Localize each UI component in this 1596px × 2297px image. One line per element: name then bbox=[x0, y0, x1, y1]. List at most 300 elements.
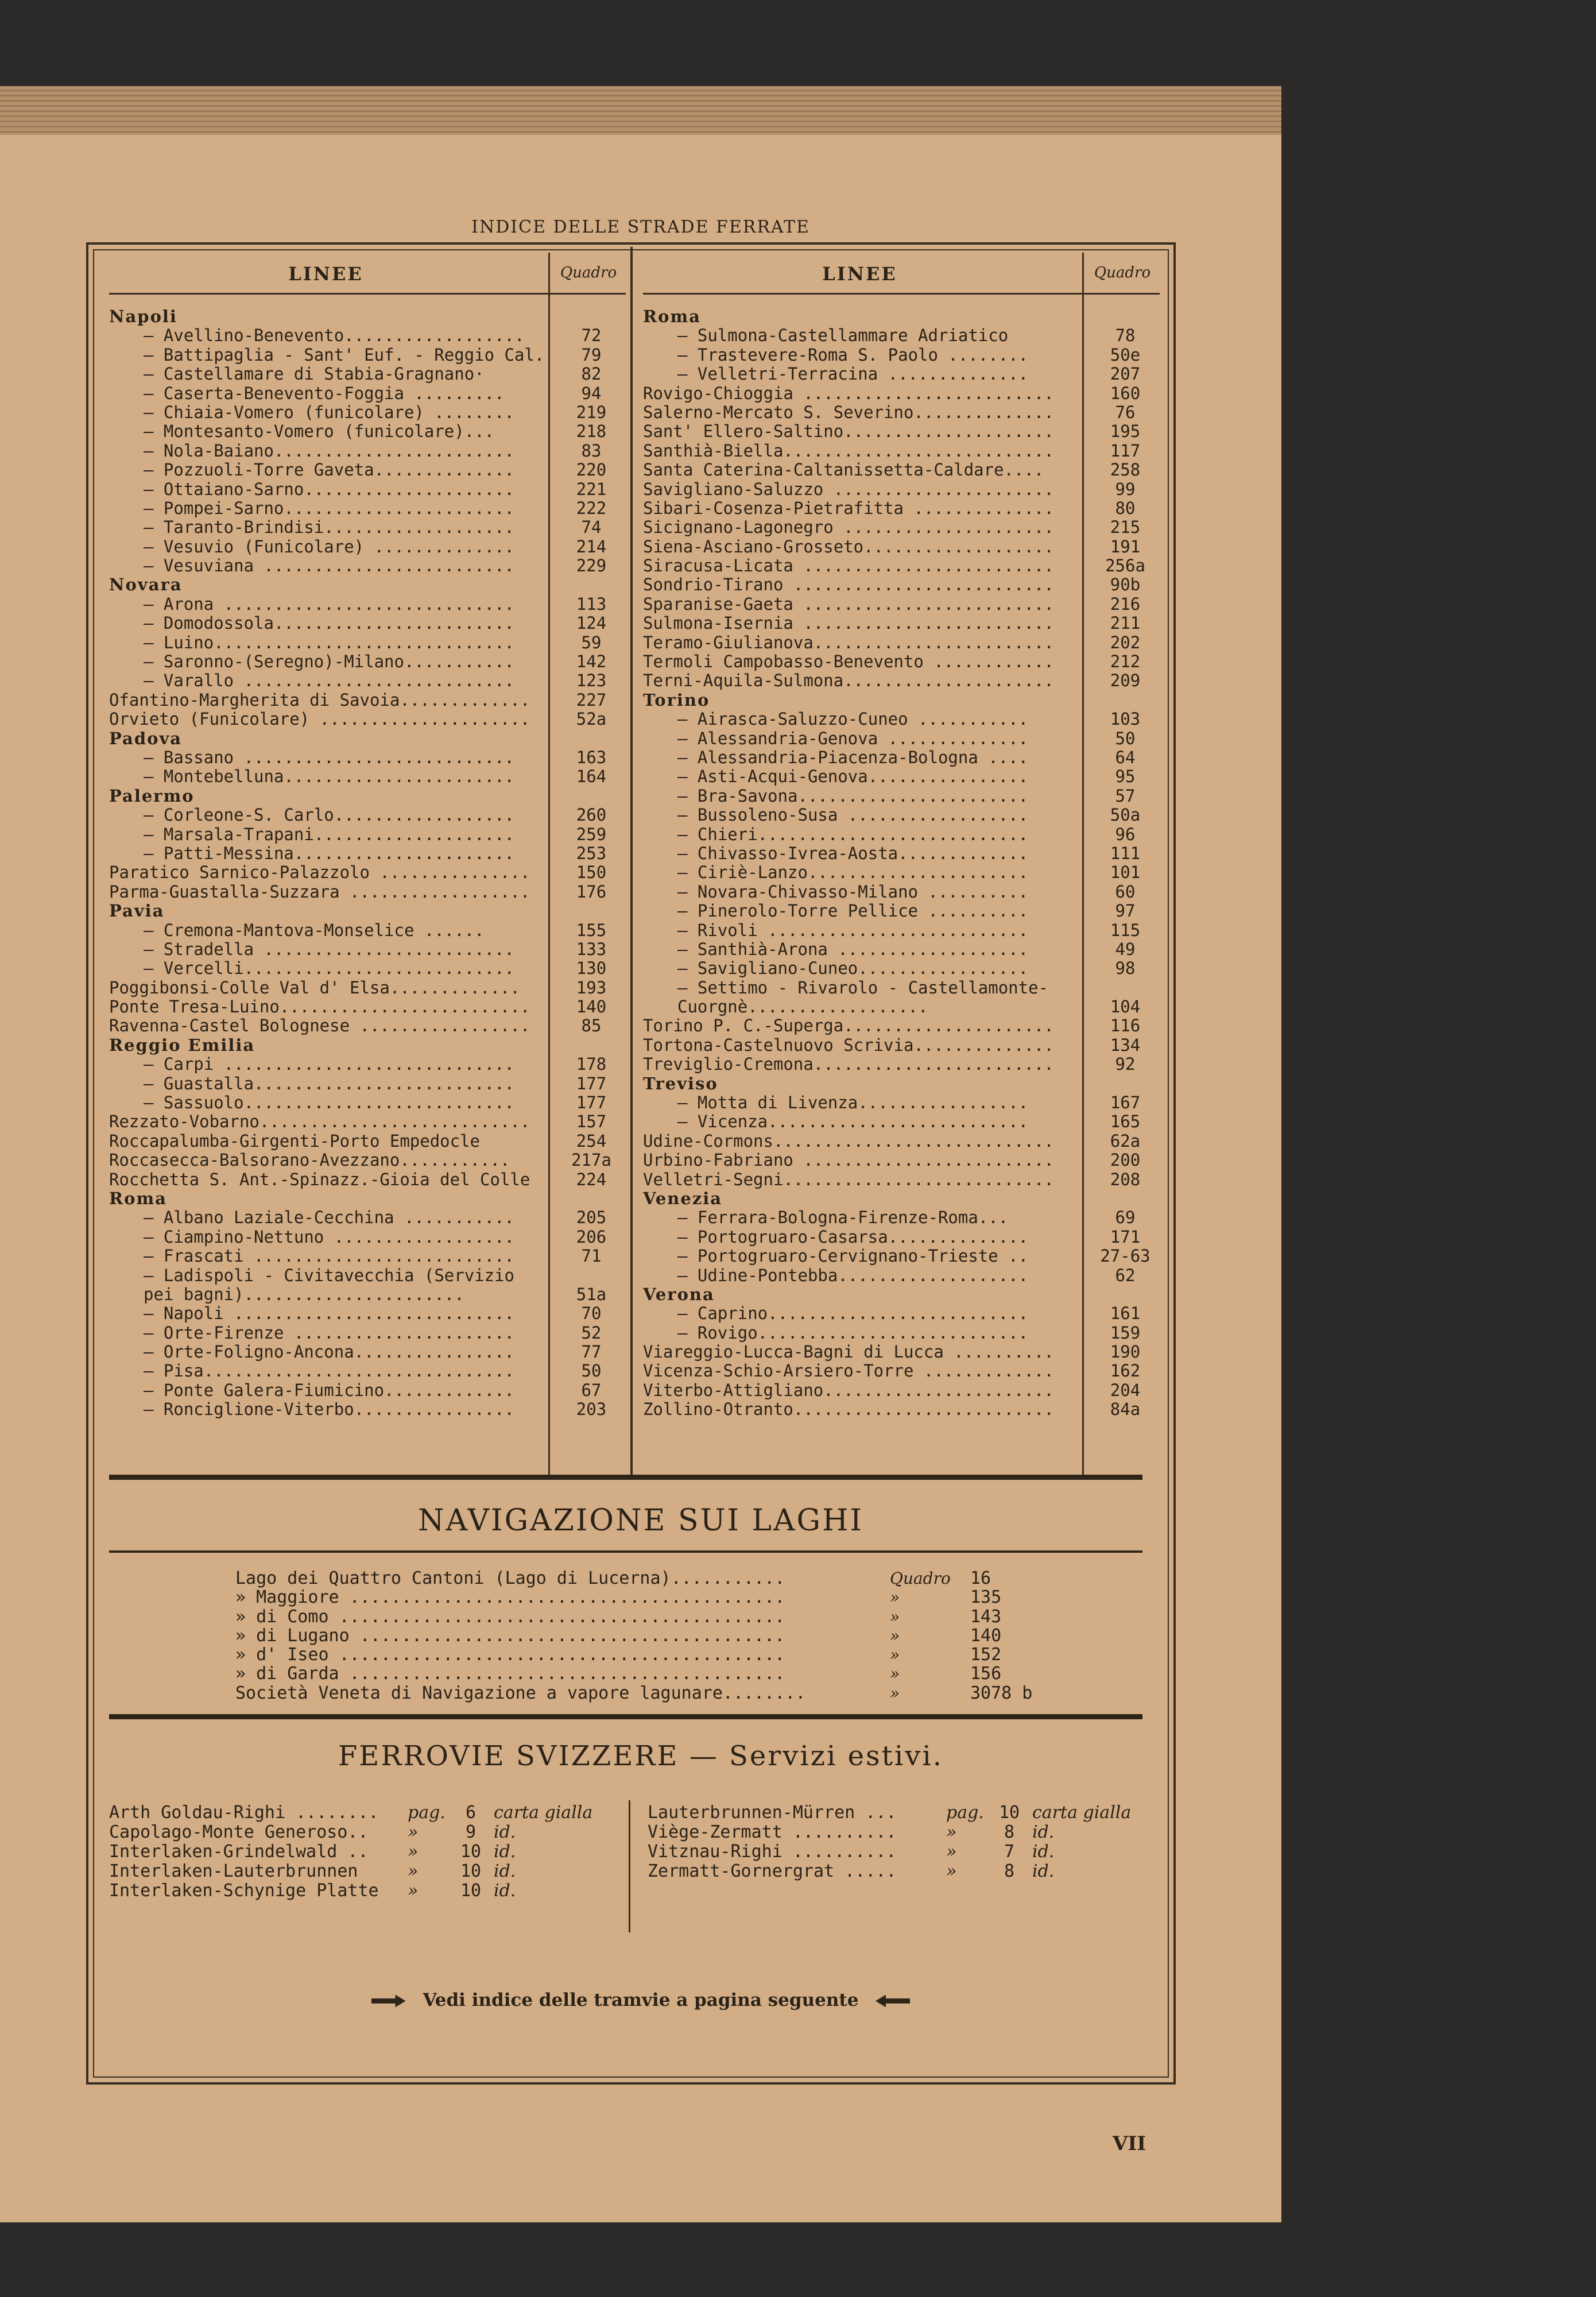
quadro-number: 92 bbox=[1115, 1054, 1136, 1074]
city-heading bbox=[109, 307, 626, 326]
railway-name: Viège-Zermatt .......... bbox=[648, 1823, 897, 1842]
line-name: — Ferrara-Bologna-Firenze-Roma... bbox=[677, 1208, 1009, 1228]
quadro-number: 133 bbox=[576, 939, 607, 959]
index-row bbox=[643, 442, 1160, 461]
lake-row bbox=[235, 1664, 1068, 1683]
line-name: — Airasca-Saluzzo-Cuneo ........... bbox=[677, 710, 1029, 729]
quadro-number: 259 bbox=[576, 824, 607, 844]
lake-name: Lago dei Quattro Cantoni (Lago di Lucerna)........... bbox=[235, 1569, 785, 1588]
quadro-number: 140 bbox=[576, 997, 607, 1017]
line-name: — Stradella ......................... bbox=[144, 939, 515, 959]
index-row bbox=[109, 365, 626, 384]
index-row bbox=[109, 1093, 626, 1112]
line-name: — Rovigo........................... bbox=[677, 1323, 1029, 1343]
lake-name: » di Lugano ......................................... bbox=[235, 1626, 785, 1646]
line-name: — Varallo ........................... bbox=[144, 671, 515, 691]
line-name: — Ronciglione-Viterbo................ bbox=[144, 1400, 515, 1420]
line-name: — Luino.............................. bbox=[144, 633, 515, 652]
swiss-row bbox=[109, 1862, 626, 1881]
index-row bbox=[109, 326, 626, 345]
line-name: — Frascati .......................... bbox=[144, 1247, 515, 1266]
map-ref: id. bbox=[494, 1861, 516, 1881]
line-name: — Vicenza.......................... bbox=[677, 1112, 1029, 1132]
quadro-number: 256a bbox=[1105, 556, 1145, 576]
line-name: Poggibonsi-Colle Val d' Elsa............. bbox=[109, 978, 520, 997]
line-name: Sicignano-Lagonegro ..................... bbox=[643, 518, 1054, 537]
line-name: — Chivasso-Ivrea-Aosta............. bbox=[677, 844, 1029, 863]
line-name: pei bagni)...................... bbox=[144, 1285, 464, 1304]
quadro-marker: Quadro bbox=[890, 1569, 951, 1588]
index-row bbox=[109, 1228, 626, 1247]
page-marker: » bbox=[408, 1861, 419, 1881]
index-row bbox=[109, 844, 626, 863]
swiss-list-right bbox=[648, 1803, 1153, 1881]
index-row bbox=[109, 480, 626, 499]
line-name: — Pompei-Sarno....................... bbox=[144, 498, 515, 518]
line-name: Padova bbox=[109, 729, 183, 748]
index-column-left bbox=[109, 253, 626, 1470]
index-row bbox=[643, 595, 1160, 614]
index-row bbox=[109, 825, 626, 844]
line-name: Rezzato-Vobarno........................... bbox=[109, 1112, 530, 1132]
swiss-row bbox=[109, 1842, 626, 1862]
index-row bbox=[643, 1381, 1160, 1400]
quadro-number: 76 bbox=[1115, 402, 1136, 422]
line-name: — Vesuviana ......................... bbox=[144, 556, 515, 576]
page-marker: » bbox=[946, 1861, 957, 1881]
quadro-number: 164 bbox=[576, 767, 607, 787]
quadro-number: 77 bbox=[581, 1342, 602, 1362]
line-name: — Arona ............................. bbox=[144, 594, 515, 614]
index-row bbox=[643, 1304, 1160, 1323]
city-heading bbox=[643, 1285, 1160, 1304]
city-heading bbox=[643, 1074, 1160, 1093]
line-name: Venezia bbox=[643, 1189, 723, 1208]
quadro-number: 113 bbox=[576, 594, 607, 614]
index-row bbox=[109, 921, 626, 940]
railway-name: Zermatt-Gornergrat ..... bbox=[648, 1862, 897, 1881]
quadro-number: 60 bbox=[1115, 881, 1136, 902]
line-name: — Pozzuoli-Torre Gaveta.............. bbox=[144, 461, 515, 480]
index-row bbox=[109, 1343, 626, 1362]
index-row bbox=[643, 806, 1160, 825]
quadro-number: 99 bbox=[1115, 479, 1136, 499]
quadro-number: 117 bbox=[1110, 440, 1141, 461]
swiss-list-left bbox=[109, 1803, 626, 1901]
index-row bbox=[643, 825, 1160, 844]
quadro-number: 171 bbox=[1110, 1227, 1141, 1247]
index-row bbox=[109, 614, 626, 633]
index-row bbox=[643, 1208, 1160, 1227]
line-name: Udine-Cormons............................ bbox=[643, 1131, 1054, 1151]
quadro-number: 64 bbox=[1115, 747, 1136, 767]
quadro-number: 167 bbox=[1110, 1093, 1141, 1113]
page-marker: pag. bbox=[946, 1803, 984, 1823]
quadro-number: 62a bbox=[1110, 1131, 1141, 1151]
map-ref: id. bbox=[494, 1842, 516, 1862]
line-name: — Nola-Baiano........................ bbox=[144, 441, 515, 461]
quadro-number: 70 bbox=[581, 1304, 602, 1324]
quadro-marker: » bbox=[890, 1664, 900, 1684]
quadro-number: 62 bbox=[1115, 1265, 1136, 1285]
index-row bbox=[643, 1324, 1160, 1343]
line-name: — Pisa............................... bbox=[144, 1362, 515, 1381]
index-row bbox=[643, 997, 1160, 1016]
index-row bbox=[109, 652, 626, 671]
map-ref: carta gialla bbox=[1032, 1803, 1132, 1823]
line-name: Palermo bbox=[109, 786, 195, 806]
quadro-number: 204 bbox=[1110, 1380, 1141, 1400]
index-row bbox=[643, 1247, 1160, 1266]
railway-name: Interlaken-Lauterbrunnen bbox=[109, 1862, 358, 1881]
quadro-number: 78 bbox=[1115, 326, 1136, 346]
index-row bbox=[109, 1112, 626, 1131]
line-name: — Ciampino-Nettuno .................. bbox=[144, 1227, 515, 1247]
quadro-number: 200 bbox=[1110, 1150, 1141, 1170]
map-ref: id. bbox=[1032, 1842, 1055, 1862]
quadro-number: 162 bbox=[1110, 1361, 1141, 1381]
quadro-number: 161 bbox=[1110, 1304, 1141, 1324]
city-heading bbox=[109, 575, 626, 594]
line-name: Ponte Tresa-Luino......................... bbox=[109, 997, 530, 1017]
quadro-number: 159 bbox=[1110, 1322, 1141, 1343]
quadro-number: 116 bbox=[1110, 1016, 1141, 1036]
line-name: Paratico Sarnico-Palazzolo ............... bbox=[109, 863, 530, 883]
index-row bbox=[643, 1132, 1160, 1151]
city-heading bbox=[109, 1036, 626, 1055]
line-name: — Marsala-Trapani.................... bbox=[144, 825, 515, 844]
line-name: — Ponte Galera-Fiumicino............. bbox=[144, 1380, 515, 1400]
index-row bbox=[109, 1208, 626, 1227]
index-row bbox=[109, 1170, 626, 1189]
line-name: — Bra-Savona....................... bbox=[677, 786, 1029, 806]
line-name: Treviglio-Cremona........................ bbox=[643, 1055, 1054, 1074]
lake-row bbox=[235, 1588, 1068, 1607]
line-name: Torino P. C.-Superga..................... bbox=[643, 1016, 1054, 1036]
quadro-number: 111 bbox=[1110, 843, 1141, 863]
quadro-number: 202 bbox=[1110, 632, 1141, 652]
quadro-number: 90b bbox=[1110, 575, 1141, 595]
lake-name: » di Como ........................................... bbox=[235, 1607, 785, 1626]
map-ref: carta gialla bbox=[494, 1803, 593, 1823]
city-heading bbox=[109, 729, 626, 748]
map-ref: id. bbox=[1032, 1861, 1055, 1881]
index-row bbox=[109, 710, 626, 729]
quadro-number: 205 bbox=[576, 1208, 607, 1228]
quadro-number: 51a bbox=[576, 1284, 607, 1304]
line-name: Roccapalumba-Girgenti-Porto Empedocle bbox=[109, 1131, 481, 1151]
quadro-number: 124 bbox=[576, 613, 607, 633]
line-name: — Novara-Chivasso-Milano .......... bbox=[677, 882, 1029, 902]
page-number-ref: 10 bbox=[460, 1842, 482, 1862]
page-number-ref: 8 bbox=[1004, 1861, 1015, 1881]
quadro-number: 203 bbox=[576, 1399, 607, 1420]
index-row bbox=[109, 691, 626, 710]
page-number: VII bbox=[1113, 2132, 1146, 2155]
line-name: Viterbo-Attigliano....................... bbox=[643, 1380, 1054, 1400]
line-name: — Vesuvio (Funicolare) .............. bbox=[144, 537, 515, 556]
index-row bbox=[643, 1036, 1160, 1055]
line-name: — Napoli ............................ bbox=[144, 1304, 515, 1324]
page-title: INDICE DELLE STRADE FERRATE bbox=[471, 217, 810, 237]
index-row bbox=[643, 575, 1160, 594]
index-row bbox=[643, 1362, 1160, 1380]
lake-name: » Maggiore .......................................... bbox=[235, 1588, 785, 1607]
page-marker: » bbox=[408, 1822, 419, 1842]
quadro-number: 193 bbox=[576, 977, 607, 997]
city-heading bbox=[109, 902, 626, 921]
quadro-number: 155 bbox=[576, 920, 607, 940]
quadro-number: 253 bbox=[576, 843, 607, 863]
line-name: Sondrio-Tirano .......................... bbox=[643, 575, 1054, 595]
railway-name: Capolago-Monte Generoso.. bbox=[109, 1823, 369, 1842]
index-row bbox=[109, 518, 626, 537]
index-row bbox=[109, 537, 626, 556]
line-name: — Settimo - Rivarolo - Castellamonte- bbox=[677, 978, 1049, 997]
index-row bbox=[643, 1055, 1160, 1074]
quadro-number: 156 bbox=[970, 1664, 1002, 1684]
index-row bbox=[643, 959, 1160, 978]
page-marker: » bbox=[946, 1822, 957, 1842]
page-number-ref: 8 bbox=[1004, 1822, 1015, 1842]
quadro-number: 195 bbox=[1110, 421, 1141, 442]
quadro-number: 217a bbox=[571, 1150, 611, 1170]
railway-name: Vitznau-Righi .......... bbox=[648, 1842, 897, 1862]
index-row bbox=[643, 921, 1160, 940]
line-name: — Chieri........................... bbox=[677, 825, 1029, 844]
line-name: — Battipaglia - Sant' Euf. - Reggio Cal. bbox=[144, 345, 545, 365]
line-name: — Cremona-Mantova-Monselice ...... bbox=[144, 921, 485, 940]
quadro-number: 211 bbox=[1110, 613, 1141, 633]
line-name: Treviso bbox=[643, 1074, 718, 1093]
quadro-number: 215 bbox=[1110, 517, 1141, 537]
line-name: — Udine-Pontebba................... bbox=[677, 1266, 1029, 1285]
quadro-number: 177 bbox=[576, 1073, 607, 1093]
swiss-row bbox=[109, 1823, 626, 1842]
index-row bbox=[109, 422, 626, 441]
quadro-number: 207 bbox=[1110, 364, 1141, 384]
line-name: — Sassuolo........................... bbox=[144, 1093, 515, 1113]
line-name: — Santhià-Arona ................... bbox=[677, 939, 1029, 959]
column-divider bbox=[630, 247, 633, 1476]
line-name: — Domodossola........................ bbox=[144, 614, 515, 633]
line-name: — Caprino.......................... bbox=[677, 1304, 1029, 1324]
line-name: Ofantino-Margherita di Savoia............. bbox=[109, 690, 530, 710]
line-name: Ravenna-Castel Bolognese ................. bbox=[109, 1016, 530, 1036]
index-row bbox=[643, 556, 1160, 575]
quadro-number: 50e bbox=[1110, 345, 1141, 365]
quadro-number: 140 bbox=[970, 1625, 1002, 1646]
line-name: Sibari-Cosenza-Pietrafitta .............. bbox=[643, 498, 1054, 518]
index-row bbox=[109, 1151, 626, 1170]
quadro-number: 50 bbox=[581, 1361, 602, 1381]
index-row bbox=[109, 556, 626, 575]
index-row bbox=[643, 1170, 1160, 1189]
quadro-number: 224 bbox=[576, 1169, 607, 1189]
line-name: — Savigliano-Cuneo................. bbox=[677, 959, 1029, 979]
line-name: — Avellino-Benevento.................. bbox=[144, 326, 525, 346]
page-number-ref: 9 bbox=[465, 1822, 477, 1842]
quadro-number: 222 bbox=[576, 498, 607, 518]
index-row bbox=[109, 979, 626, 997]
lake-row bbox=[235, 1645, 1068, 1664]
line-name: Teramo-Giulianova........................ bbox=[643, 633, 1054, 652]
line-name: Pavia bbox=[109, 902, 165, 921]
quadro-number: 143 bbox=[970, 1606, 1002, 1627]
index-row bbox=[643, 787, 1160, 806]
quadro-number: 52 bbox=[581, 1322, 602, 1343]
line-name: — Trastevere-Roma S. Paolo ........ bbox=[677, 345, 1029, 365]
index-row bbox=[643, 326, 1160, 345]
index-row bbox=[109, 1074, 626, 1093]
page-marker: » bbox=[408, 1881, 419, 1901]
quadro-number: 57 bbox=[1115, 786, 1136, 806]
line-name: — Chiaia-Vomero (funicolare) ........ bbox=[144, 403, 515, 422]
quadro-number: 59 bbox=[581, 632, 602, 652]
index-row bbox=[109, 806, 626, 825]
line-name: — Sulmona-Castellammare Adriatico bbox=[677, 326, 1009, 346]
lake-row bbox=[235, 1626, 1068, 1645]
line-name: — Bassano ........................... bbox=[144, 748, 515, 767]
quadro-number: 50 bbox=[1115, 728, 1136, 748]
index-row bbox=[643, 537, 1160, 556]
index-row bbox=[643, 767, 1160, 786]
line-name: Zollino-Otranto.......................... bbox=[643, 1400, 1054, 1420]
section-rule bbox=[109, 1475, 1142, 1480]
index-row bbox=[643, 403, 1160, 422]
index-row bbox=[643, 902, 1160, 921]
index-row bbox=[643, 1093, 1160, 1112]
quadro-number: 209 bbox=[1110, 671, 1141, 691]
line-name: Rovigo-Chioggia ......................... bbox=[643, 384, 1054, 403]
line-name: — Portogruaro-Casarsa.............. bbox=[677, 1227, 1029, 1247]
quadro-number: 152 bbox=[970, 1645, 1002, 1665]
quadro-number: 79 bbox=[581, 345, 602, 365]
line-name: Savigliano-Saluzzo ...................... bbox=[643, 479, 1054, 499]
quadro-number: 190 bbox=[1110, 1342, 1141, 1362]
quadro-number: 83 bbox=[581, 440, 602, 461]
quadro-header: Quadro bbox=[560, 264, 617, 281]
index-row bbox=[643, 1151, 1160, 1170]
quadro-marker: » bbox=[890, 1626, 900, 1645]
line-name: — Caserta-Benevento-Foggia ......... bbox=[144, 384, 505, 403]
index-row bbox=[643, 710, 1160, 729]
index-row bbox=[643, 940, 1160, 959]
line-name: — Rivoli .......................... bbox=[677, 921, 1029, 940]
quadro-number: 160 bbox=[1110, 383, 1141, 403]
quadro-number: 227 bbox=[576, 690, 607, 710]
quadro-number: 216 bbox=[1110, 594, 1141, 614]
page-marker: » bbox=[408, 1842, 419, 1862]
quadro-number: 142 bbox=[576, 652, 607, 672]
index-row bbox=[109, 1362, 626, 1380]
city-heading bbox=[643, 1189, 1160, 1208]
quadro-number: 3078 b bbox=[970, 1683, 1033, 1703]
section-rule bbox=[109, 1714, 1142, 1719]
pointing-hand-icon bbox=[371, 1995, 406, 2008]
railway-name: Interlaken-Grindelwald .. bbox=[109, 1842, 369, 1862]
line-name: — Corleone-S. Carlo.................. bbox=[144, 806, 515, 825]
index-row bbox=[643, 365, 1160, 384]
index-row bbox=[109, 1016, 626, 1035]
lines-header: LINEE bbox=[822, 263, 897, 285]
index-row bbox=[109, 863, 626, 882]
lake-row bbox=[235, 1569, 1068, 1588]
map-ref: id. bbox=[494, 1822, 516, 1842]
line-name: — Vercelli........................... bbox=[144, 959, 515, 979]
index-row bbox=[643, 346, 1160, 365]
quadro-number: 52a bbox=[576, 709, 607, 729]
footnote-text: Vedi indice delle tramvie a pagina seguente bbox=[423, 1990, 859, 2010]
index-row bbox=[109, 1381, 626, 1400]
page-number-ref: 10 bbox=[460, 1861, 482, 1881]
quadro-number: 97 bbox=[1115, 901, 1136, 921]
line-name: Torino bbox=[643, 690, 710, 710]
swiss-divider bbox=[629, 1800, 630, 1932]
line-name: Sparanise-Gaeta ......................... bbox=[643, 594, 1054, 614]
index-row bbox=[643, 652, 1160, 671]
line-name: — Velletri-Terracina .............. bbox=[677, 365, 1029, 384]
line-name: Cuorgnè.................. bbox=[677, 997, 928, 1017]
page-number-ref: 6 bbox=[465, 1803, 477, 1823]
quadro-number: 82 bbox=[581, 364, 602, 384]
railway-name: Arth Goldau-Righi ........ bbox=[109, 1803, 379, 1823]
quadro-number: 71 bbox=[581, 1246, 602, 1266]
index-row bbox=[643, 729, 1160, 748]
quadro-number: 212 bbox=[1110, 652, 1141, 672]
line-name: — Carpi ............................. bbox=[144, 1055, 515, 1074]
quadro-number: 214 bbox=[576, 536, 607, 556]
index-row bbox=[643, 499, 1160, 518]
page-marker: pag. bbox=[408, 1803, 446, 1823]
index-row bbox=[643, 518, 1160, 537]
railway-name: Lauterbrunnen-Mürren ... bbox=[648, 1803, 897, 1823]
index-row bbox=[643, 979, 1160, 997]
line-name: Roccasecca-Balsorano-Avezzano........... bbox=[109, 1151, 510, 1170]
index-column-right bbox=[643, 253, 1160, 1470]
line-name: — Alessandria-Piacenza-Bologna .... bbox=[677, 748, 1029, 767]
quadro-number: 191 bbox=[1110, 536, 1141, 556]
line-name: Orvieto (Funicolare) ..................... bbox=[109, 710, 530, 729]
index-row bbox=[643, 844, 1160, 863]
quadro-number: 134 bbox=[1110, 1035, 1141, 1055]
quadro-number: 98 bbox=[1115, 958, 1136, 979]
line-name: Sulmona-Isernia ......................... bbox=[643, 614, 1054, 633]
pointing-hand-icon bbox=[876, 1995, 910, 2008]
lake-row bbox=[235, 1607, 1068, 1626]
quadro-number: 260 bbox=[576, 805, 607, 825]
page-number-ref: 10 bbox=[998, 1803, 1020, 1823]
index-row bbox=[109, 1132, 626, 1151]
index-row bbox=[643, 480, 1160, 499]
index-row bbox=[643, 863, 1160, 882]
quadro-number: 176 bbox=[576, 881, 607, 902]
quadro-number: 27-63 bbox=[1100, 1246, 1150, 1266]
line-name: — Portogruaro-Cervignano-Trieste .. bbox=[677, 1247, 1029, 1266]
index-row bbox=[109, 748, 626, 767]
swiss-title: FERROVIE SVIZZERE — Servizi estivi. bbox=[338, 1740, 943, 1772]
quadro-number: 49 bbox=[1115, 939, 1136, 959]
swiss-row bbox=[648, 1862, 1153, 1881]
index-row bbox=[643, 1343, 1160, 1362]
line-name: Velletri-Segni........................... bbox=[643, 1170, 1054, 1189]
quadro-number: 219 bbox=[576, 402, 607, 422]
line-name: Sant' Ellero-Saltino..................... bbox=[643, 422, 1054, 442]
line-name: — Ladispoli - Civitavecchia (Servizio bbox=[144, 1266, 515, 1285]
quadro-number: 206 bbox=[576, 1227, 607, 1247]
section-rule bbox=[109, 1550, 1142, 1553]
line-name: Siracusa-Licata ......................... bbox=[643, 556, 1054, 576]
